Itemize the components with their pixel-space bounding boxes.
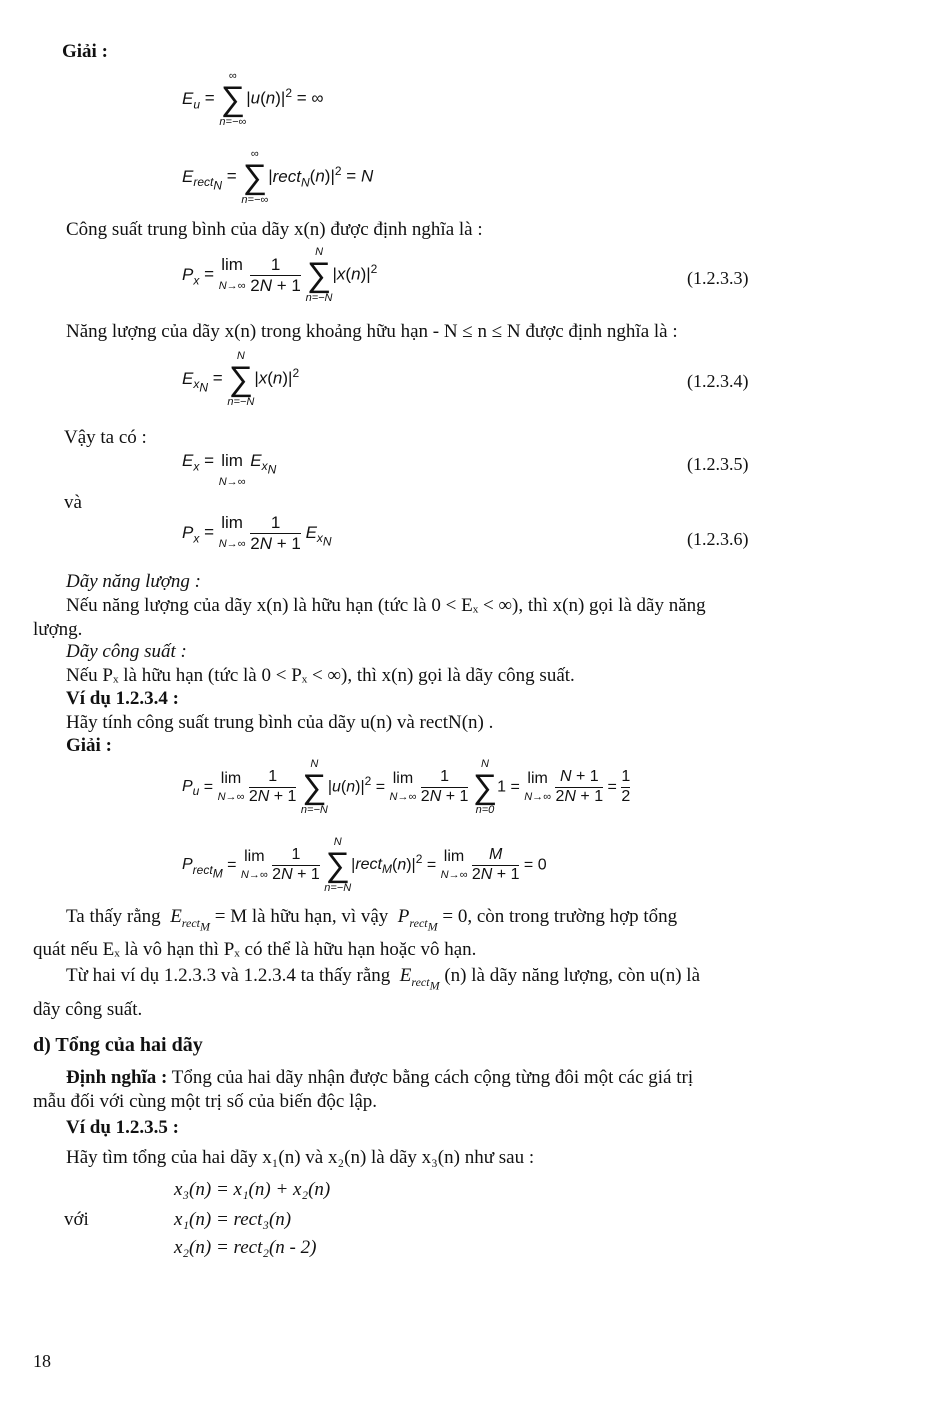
para-we-see-2: quát nếu Eₓ là vô hạn thì Pₓ có thể là hữu hạn hoặc vô hạn. [33, 939, 477, 960]
example-1234-title: Ví dụ 1.2.3.4 : [66, 688, 179, 709]
para-energy-seq-2: lượng. [33, 619, 83, 640]
equation-power-limit: $P_x = \lim$ N→∞ $\frac{1}{2N + 1}$ $E_{x_N}$ [182, 513, 332, 553]
para-we-see-1: Ta thấy rằng $E_{rect_M} = M$ là hữu hạn, vì vậy $P_{rect_M} = 0$, còn trong trường hợp tổng [66, 906, 678, 934]
equation-x1: x₁(n) = rect₃(n) [174, 1209, 292, 1230]
section-d-title: d) Tổng của hai dãy [33, 1034, 203, 1056]
equation-x3: x₃(n) = x₁(n) + x₂(n) [174, 1179, 331, 1200]
with-label: với [64, 1209, 89, 1230]
equation-power-u: $P_u = \lim$ N→∞ $\frac{1}{2N + 1}$ N ∑ n=−N $|u(n)|^2 = \lim$ N→∞ $\frac{1}{2N + 1}$ N ∑ n=0 1 = lim N→∞ $\frac{N + 1}{2N + 1}$ = $\frac{1}{2}$ [182, 758, 631, 817]
page-number: 18 [33, 1351, 51, 1371]
para-energy-finite-def: Năng lượng của dãy x(n) trong khoảng hữu hạn - N ≤ n ≤ N được định nghĩa là : [66, 321, 678, 342]
equation-x2: x₂(n) = rect₂(n - 2) [174, 1237, 317, 1258]
solution-heading-2: Giải : [66, 735, 112, 756]
definition-line-1: Định nghĩa : Tổng của hai dãy nhận được bằng cách cộng từng đôi một các giá trị [66, 1067, 694, 1088]
definition-line-2: mẫu đối với cùng một trị số của biến độc lập. [33, 1091, 378, 1112]
para-avg-power-def: Công suất trung bình của dãy x(n) được định nghĩa là : [66, 219, 483, 240]
equation-energy-finite: $E_{x_N}$ = N ∑ n=−N $|x(n)|^2$ [182, 350, 300, 409]
eq-number-3: (1.2.3.5) [687, 454, 749, 474]
equation-energy-u: $E_u$ = ∞ ∑ n=−∞ $|u(n)|^2$ = ∞ [182, 70, 324, 129]
equation-avg-power: $P_x = \lim$ N→∞ $\frac{1}{2N + 1}$ N ∑ n=−N $|x(n)|^2$ [182, 246, 378, 305]
para-from-examples-1: Từ hai ví dụ 1.2.3.3 và 1.2.3.4 ta thấy rằng $E_{rect_M}$ (n) là dãy năng lượng, còn u(n) là [66, 965, 700, 993]
eq-number-2: (1.2.3.4) [687, 371, 749, 391]
para-therefore: Vậy ta có : [64, 427, 147, 448]
heading-power-seq: Dãy công suất : [66, 641, 187, 662]
equation-energy-limit: $E_x = \lim$ N→∞ $E_{x_N}$ [182, 451, 277, 488]
solution-heading-1: Giải : [62, 41, 108, 62]
example-1235-text: Hãy tìm tổng của hai dãy x₁(n) và x₂(n) là dãy x₃(n) như sau : [66, 1147, 535, 1168]
para-power-seq: Nếu Pₓ là hữu hạn (tức là 0 < Pₓ < ∞), thì x(n) gọi là dãy công suất. [66, 665, 575, 686]
example-1234-text: Hãy tính công suất trung bình của dãy u(n) và rectN(n) . [66, 712, 494, 733]
example-1235-title: Ví dụ 1.2.3.5 : [66, 1117, 179, 1138]
equation-power-rect: $P_{rect_M} = \lim$ N→∞ $\frac{1}{2N + 1}$ N ∑ n=−N $|rect_M(n)|^2 = \lim$ N→∞ $\frac{M}{2N + 1}$ = 0 [182, 836, 547, 895]
eq-number-4: (1.2.3.6) [687, 529, 749, 549]
heading-energy-seq: Dãy năng lượng : [66, 571, 202, 592]
para-and: và [64, 492, 82, 513]
eq-number-1: (1.2.3.3) [687, 268, 749, 288]
equation-energy-rect: $E_{rect_N}$ = ∞ ∑ n=−∞ $|rect_N(n)|^2 = N$ [182, 148, 374, 207]
para-energy-seq-1: Nếu năng lượng của dãy x(n) là hữu hạn (tức là 0 < Eₓ < ∞), thì x(n) gọi là dãy năng [66, 595, 706, 616]
para-from-examples-2: dãy công suất. [33, 999, 143, 1020]
